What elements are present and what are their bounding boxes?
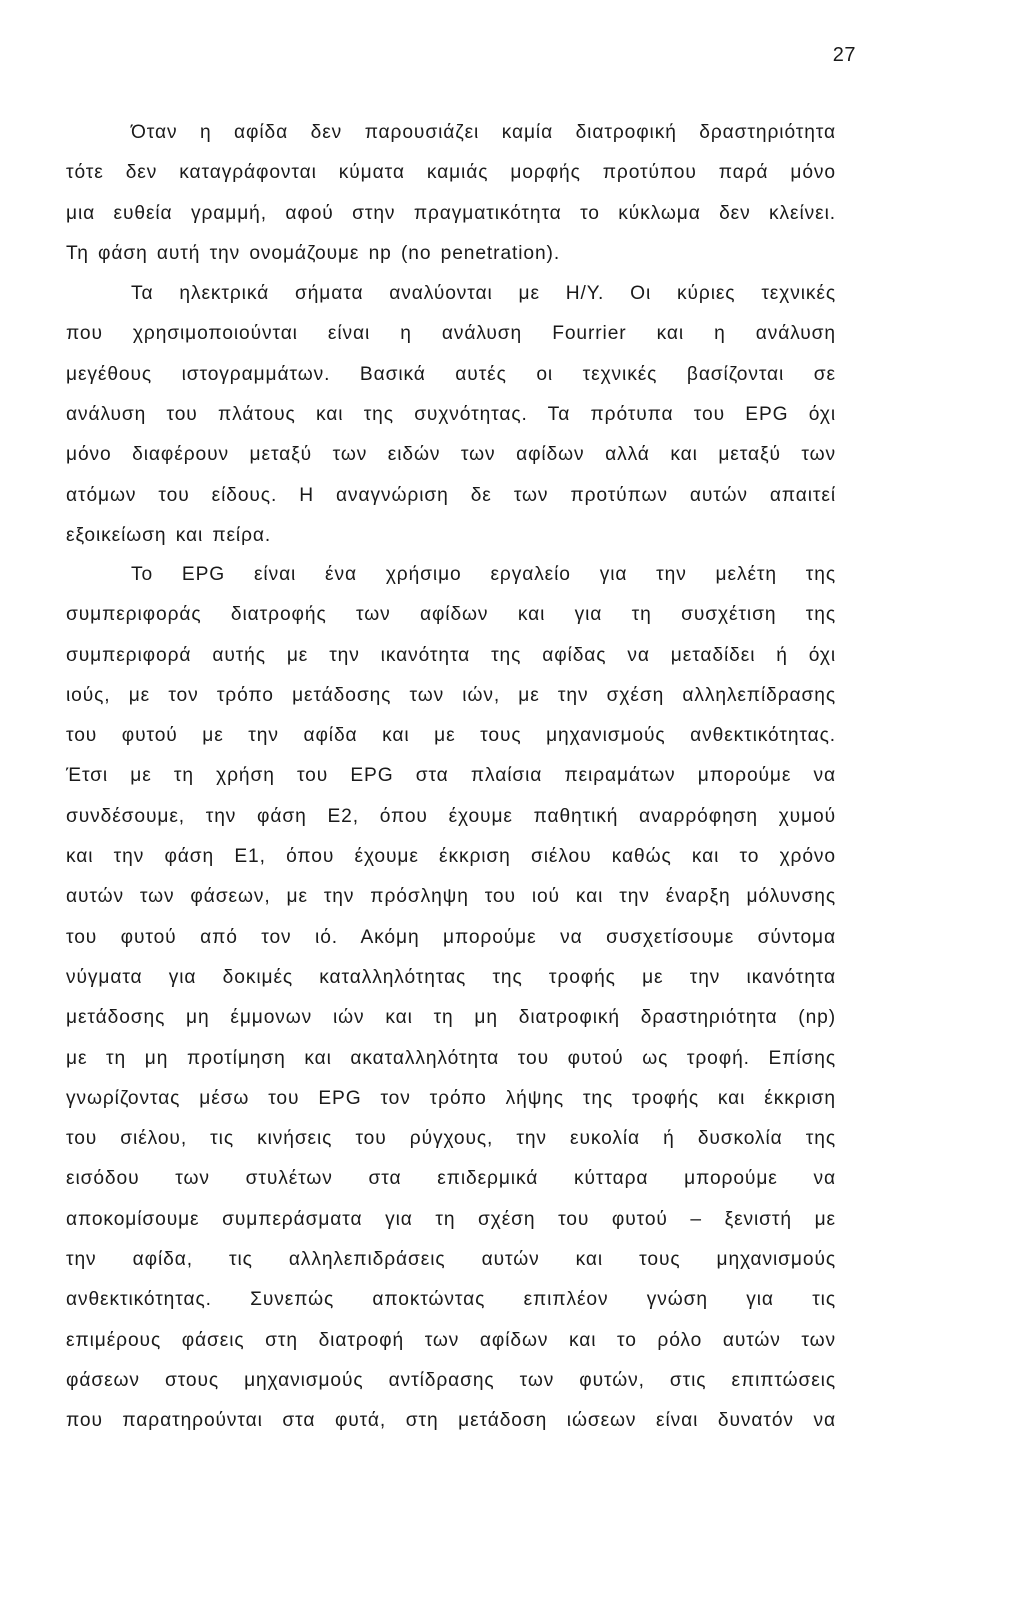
text-line: Έτσι με τη χρήση του EPG στα πλαίσια πειραμάτων μπορούμε να [66, 765, 836, 787]
page-number: 27 [832, 44, 856, 66]
text-line: νύγματα για δοκιμές καταλληλότητας της τροφής με την ικανότητα [66, 966, 836, 988]
text-line: Τη φάση αυτή την ονομάζουμε np (no penetration). [66, 242, 561, 264]
text-line: επιμέρους φάσεις στη διατροφή των αφίδων και το ρόλο αυτών των [66, 1329, 836, 1351]
text-line: αποκομίσουμε συμπεράσματα για τη σχέση του φυτού – ξενιστή με [66, 1208, 836, 1230]
text-line: μια ευθεία γραμμή, αφού στην πραγματικότητα το κύκλωμα δεν κλείνει. [66, 202, 836, 224]
text-line: και την φάση Ε1, όπου έχουμε έκκριση σιέλου καθώς και το χρόνο [66, 846, 836, 868]
text-line: συνδέσουμε, την φάση Ε2, όπου έχουμε παθητική αναρρόφηση χυμού [66, 805, 836, 827]
text-line: φάσεων στους μηχανισμούς αντίδρασης των φυτών, στις επιπτώσεις [66, 1369, 836, 1391]
text-line: εξοικείωση και πείρα. [66, 524, 272, 546]
text-line: ατόμων του είδους. Η αναγνώριση δε των προτύπων αυτών απαιτεί [66, 484, 836, 506]
text-line: ανάλυση του πλάτους και της συχνότητας. Τα πρότυπα του EPG όχι [66, 404, 836, 426]
text-line: μόνο διαφέρουν μεταξύ των ειδών των αφίδων αλλά και μεταξύ των [66, 444, 836, 466]
text-line: εισόδου των στυλέτων στα επιδερμικά κύτταρα μπορούμε να [66, 1168, 836, 1190]
text-line: γνωρίζοντας μέσω του EPG τον τρόπο λήψης της τροφής και έκκριση [66, 1087, 836, 1109]
paragraph-2 [66, 555, 836, 1442]
paragraph-1 [66, 113, 836, 556]
text-line: αυτών των φάσεων, με την πρόσληψη του ιού και την έναρξη μόλυνσης [66, 886, 836, 908]
text-line: που χρησιμοποιούνται είναι η ανάλυση Fourrier και η ανάλυση [66, 323, 836, 345]
text-line: του φυτού με την αφίδα και με τους μηχανισμούς ανθεκτικότητας. [66, 725, 836, 747]
text-line: του φυτού από τον ιό. Ακόμη μπορούμε να συσχετίσουμε σύντομα [66, 926, 836, 948]
text-line: Το EPG είναι ένα χρήσιμο εργαλείο για την μελέτη της [131, 564, 836, 585]
text-line: τότε δεν καταγράφονται κύματα καμιάς μορφής προτύπου παρά μόνο [66, 162, 836, 184]
text-line: συμπεριφορά αυτής με την ικανότητα της αφίδας να μεταδίδει ή όχι [66, 644, 836, 666]
text-line: του σιέλου, τις κινήσεις του ρύγχους, την ευκολία ή δυσκολία της [66, 1128, 836, 1150]
text-line: Όταν η αφίδα δεν παρουσιάζει καμία διατροφική δραστηριότητα [131, 122, 836, 143]
text-line: την αφίδα, τις αλληλεπιδράσεις αυτών και τους μηχανισμούς [66, 1249, 836, 1271]
text-line: μετάδοσης μη έμμονων ιών και τη μη διατροφική δραστηριότητα (np) [66, 1007, 836, 1029]
text-line: ανθεκτικότητας. Συνεπώς αποκτώντας επιπλέον γνώση για τις [66, 1289, 836, 1311]
text-line: που παρατηρούνται στα φυτά, στη μετάδοση ιώσεων είναι δυνατόν να [66, 1410, 836, 1432]
text-line: μεγέθους ιστογραμμάτων. Βασικά αυτές οι τεχνικές βασίζονται σε [66, 363, 836, 385]
text-line: συμπεριφοράς διατροφής των αφίδων και για τη συσχέτιση της [66, 604, 836, 626]
text-line: ιούς, με τον τρόπο μετάδοσης των ιών, με την σχέση αλληλεπίδρασης [66, 684, 836, 706]
text-line: Τα ηλεκτρικά σήματα αναλύονται με Η/Υ. Οι κύριες τεχνικές [131, 283, 836, 305]
text-line: με τη μη προτίμηση και ακαταλληλότητα του φυτού ως τροφή. Επίσης [66, 1047, 836, 1069]
